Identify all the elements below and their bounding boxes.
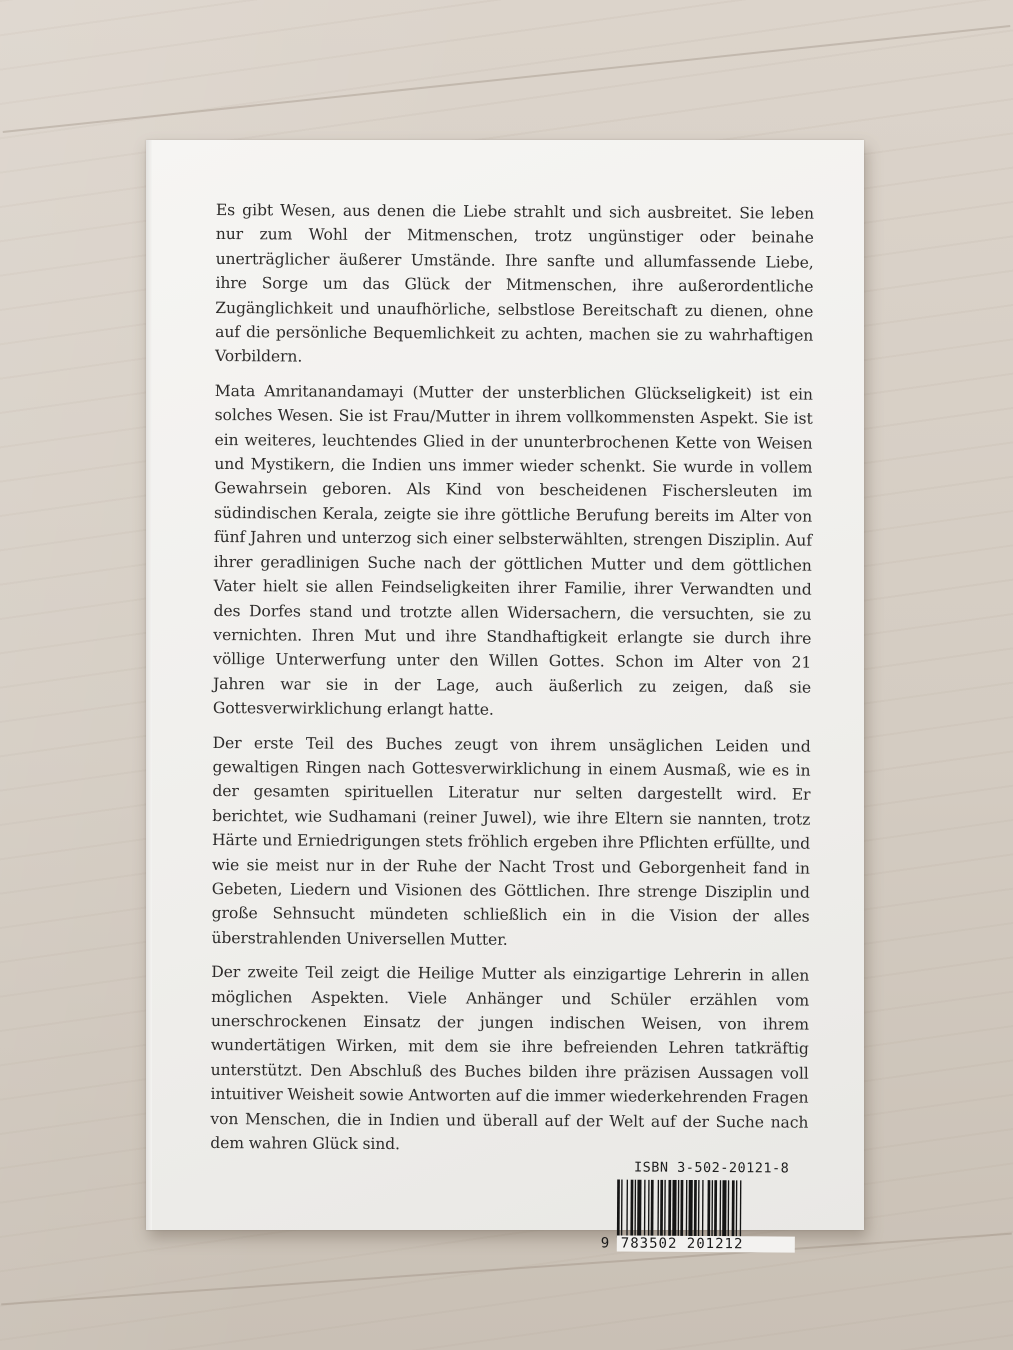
blurb-paragraph-3: Der erste Teil des Buches zeugt von ihrem unsäglichen Leiden und gewaltigen Ringen nach Gottesverwirklichung in einem Ausmaß, wie es in der gesamten spirituellen Literatur nur selten dargestellt wird. Er berichtet, wie Sudhamani (reiner Juwel), wie ihre Eltern sie nannten, trotz Härte und Erniedrigungen stets fröhlich ergeben ihre Pflichten erfüllte, und wie sie meist nur in der Ruhe der Nacht Trost und Geborgenheit fand in Gebeten, Liedern und Visionen des Göttlichen. Ihre strenge Disziplin und große Sehnsucht mündeten schließlich ein in die Vision der alles überstrahlenden Universellen Mutter. — [211, 733, 811, 949]
book-spine-edge — [146, 140, 152, 1230]
barcode-bar — [719, 1180, 721, 1236]
barcode-bar — [660, 1180, 663, 1236]
book-back-cover — [146, 140, 864, 1253]
barcode-bar — [664, 1180, 666, 1236]
barcode-bar — [698, 1180, 700, 1236]
table-seam-top — [3, 25, 1011, 133]
blurb-paragraph-2: Mata Amritanandamayi (Mutter der unsterblichen Glückseligkeit) ist ein solches Wesen. Sie ist Frau/Mutter in ihrem vollkommensten Aspekt. Sie ist ein weiteres, leuchtendes Glied in der ununterbrochenen Kette von Weisen und Mystikern, die Indien uns immer wieder schenkt. Sie wurde in vollem Gewahrsein geboren. Als Kind von bescheidenen Fischersleuten im südindischen Kerala, zeigte sie ihre göttliche Berufung bereits im Alter von fünf Jahren und unterzog sich einer selbsterwählten, strengen Disziplin. Auf ihrer geradlinigen Suche nach der göttlichen Mutter und dem göttlichen Vater hielt sie allen Feindseligkeiten ihrer Familie, ihrer Verwandten und des Dorfes stand und trotzte allen Widersachern, die versuchten, sie zu vernichten. Ihren Mut und ihre Standhaftigkeit erlangte sie durch ihre völlige Unterwerfung unter den Willen Gottes. Schon im Alter von 21 Jahren war sie in der Lage, auch äußerlich zu zeigen, daß sie Gottesverwirklichung erlangt hatte. — [212, 381, 813, 719]
barcode-bar — [707, 1180, 710, 1236]
barcode-bar — [694, 1180, 697, 1236]
barcode-bar — [630, 1180, 633, 1236]
barcode-bar — [648, 1180, 650, 1236]
barcode-bar — [668, 1180, 671, 1236]
barcode-bar — [740, 1180, 742, 1238]
barcode-bar — [644, 1180, 646, 1236]
barcode-bar — [702, 1180, 704, 1236]
barcode-bar — [621, 1180, 623, 1239]
barcode-bar — [711, 1180, 713, 1236]
blurb-paragraph-4: Der zweite Teil zeigt die Heilige Mutter als einzigartige Lehrerin in allen möglichen Aspekten. Viele Anhänger und Schüler erzählen vom unerschrockenen Einsatz der jungen indischen Weisen, von ihrem wundertätigen Wirken, mit dem sie ihre befreienden Lehren tatkräftig unterstützt. Den Abschluß des Buches bilden ihre präzisen Aussagen voll intuitiver Weisheit sowie Antworten auf die immer wiederkehrenden Fragen von Menschen, die in Indien und überall auf der Welt auf der Suche nach dem wahren Glück sind. — [210, 963, 810, 1154]
barcode-bar — [722, 1180, 726, 1236]
barcode-bar — [732, 1180, 735, 1236]
barcode-bar — [728, 1180, 730, 1236]
barcode-bar — [634, 1180, 636, 1236]
barcode-bar — [680, 1180, 683, 1239]
barcode-bar — [672, 1180, 676, 1236]
barcode-bar — [714, 1180, 717, 1236]
blurb-paragraph-1: Es gibt Wesen, aus denen die Liebe strahlt und sich ausbreitet. Sie leben nur zum Wohl der Mitmenschen, trotz ungünstiger oder beinahe unerträglicher äußerer Umstände. Ihre sanfte und allumfassende Liebe, ihre Sorge um das Glück der Mitmenschen, ihre außerordentliche Zugänglichkeit und unaufhörliche, selbstlose Bereitschaft zu dienen, ohne auf die persönliche Bequemlichkeit zu achten, machen sie zu wahrhaftigen Vorbildern. — [214, 200, 814, 366]
table-seam-bottom — [1, 1233, 1012, 1306]
blurb-text — [210, 198, 814, 1169]
barcode-bar — [657, 1180, 659, 1236]
barcode-bars — [603, 1179, 793, 1238]
barcode-bar — [651, 1180, 654, 1236]
barcode-bar — [688, 1180, 692, 1236]
barcode-bar — [686, 1180, 688, 1236]
barcode-bar — [626, 1180, 628, 1236]
barcode-bar — [736, 1180, 738, 1236]
barcode-lead-digit: 9 — [600, 1235, 610, 1252]
barcode-bar — [617, 1180, 620, 1239]
barcode-bar — [637, 1180, 641, 1236]
barcode-digits: 783502 201212 — [617, 1236, 795, 1253]
isbn-label: ISBN 3-502-20121-8 — [633, 1159, 790, 1177]
barcode-bar — [678, 1180, 680, 1236]
barcode — [600, 1179, 793, 1253]
